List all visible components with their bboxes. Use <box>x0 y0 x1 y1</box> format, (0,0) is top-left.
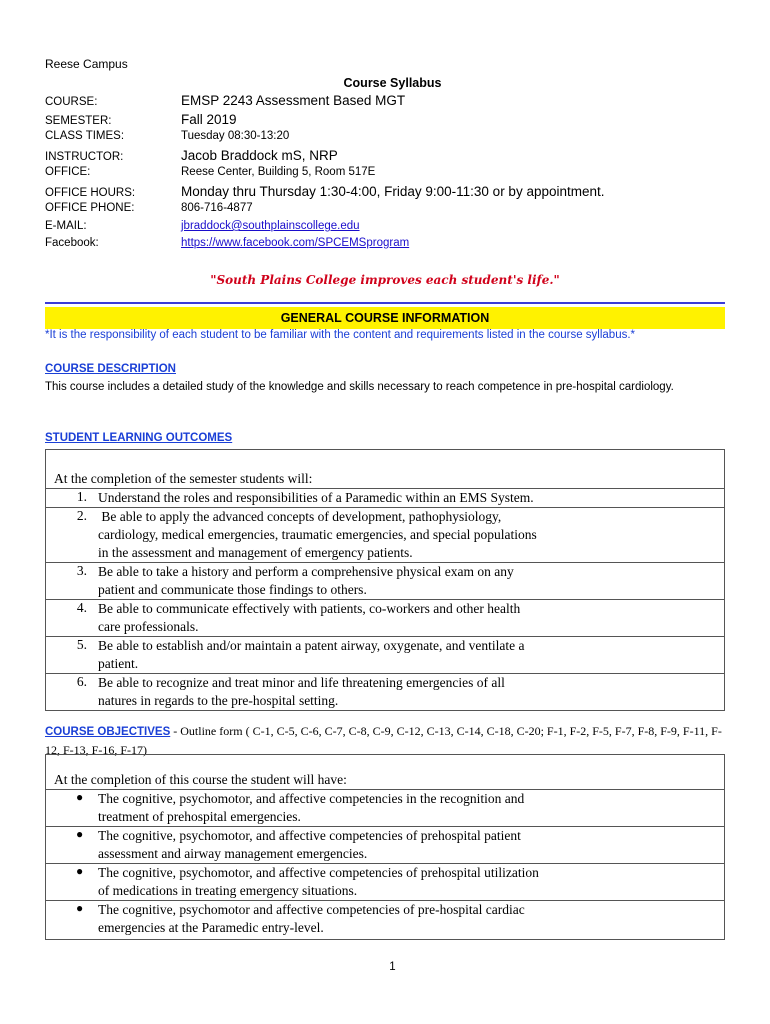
general-info-banner: GENERAL COURSE INFORMATION <box>45 307 725 329</box>
objective-line: The cognitive, psychomotor and affective competencies of pre-hospital cardiac <box>98 902 525 917</box>
campus-label: Reese Campus <box>45 57 128 71</box>
outcome-number: 2. <box>76 508 87 523</box>
bullet-icon: ● <box>76 790 84 804</box>
document-title: Course Syllabus <box>343 76 442 90</box>
outcome-line: patient and communicate those findings to others. <box>98 582 367 597</box>
objective-line: assessment and airway management emergencies. <box>98 846 368 861</box>
outcome-number: 3. <box>76 563 87 578</box>
info-value: Tuesday 08:30-13:20 <box>181 130 290 142</box>
outcome-line: Be able to apply the advanced concepts of development, pathophysiology, <box>98 509 502 524</box>
course-description-text: This course includes a detailed study of the knowledge and skills necessary to reach competence in pre-hospital cardiology. <box>45 381 674 393</box>
objective-line: emergencies at the Paramedic entry-level. <box>98 920 324 935</box>
info-value: Fall 2019 <box>181 112 237 127</box>
objective-line: of medications in treating emergency situations. <box>98 883 358 898</box>
info-label: OFFICE: <box>45 166 91 178</box>
objective-item <box>46 900 724 939</box>
email-link[interactable]: jbraddock@southplainscollege.edu <box>181 220 360 232</box>
outcomes-lead: At the completion of the semester students will: <box>54 471 313 486</box>
outcome-item <box>46 673 724 710</box>
outcome-line: in the assessment and management of emergency patients. <box>98 545 413 560</box>
learning-outcomes-heading: STUDENT LEARNING OUTCOMES <box>45 432 233 444</box>
outcome-number: 1. <box>76 489 87 504</box>
objective-item <box>46 789 724 826</box>
outcome-line: cardiology, medical emergencies, traumatic emergencies, and special populations <box>98 527 537 542</box>
info-value: Reese Center, Building 5, Room 517E <box>181 166 376 178</box>
page-number: 1 <box>389 961 396 973</box>
outcome-item <box>46 488 724 507</box>
info-value: Jacob Braddock mS, NRP <box>181 148 338 163</box>
info-label: INSTRUCTOR: <box>45 151 124 163</box>
info-row-instructor <box>45 148 745 166</box>
course-info-block <box>45 93 745 254</box>
bullet-icon: ● <box>76 901 84 915</box>
outcome-line: natures in regards to the pre-hospital setting. <box>98 693 339 708</box>
course-description-heading: COURSE DESCRIPTION <box>45 363 176 375</box>
info-row-class-times <box>45 130 745 148</box>
outcome-line: Be able to take a history and perform a comprehensive physical exam on any <box>98 564 514 579</box>
info-value: EMSP 2243 Assessment Based MGT <box>181 93 406 108</box>
divider-rule <box>45 302 725 304</box>
objective-line: treatment of prehospital emergencies. <box>98 809 301 824</box>
info-row-semester <box>45 112 745 130</box>
objective-item <box>46 863 724 900</box>
outcome-item <box>46 562 724 599</box>
outcome-number: 6. <box>76 674 87 689</box>
outcome-line: care professionals. <box>98 619 199 634</box>
info-label: OFFICE PHONE: <box>45 202 135 214</box>
info-row-email <box>45 220 745 237</box>
bullet-icon: ● <box>76 827 84 841</box>
outcome-line: patient. <box>98 656 139 671</box>
outcome-line: Be able to establish and/or maintain a patent airway, oxygenate, and ventilate a <box>98 638 525 653</box>
info-row-office-hours <box>45 184 745 202</box>
outcome-number: 5. <box>76 637 87 652</box>
bullet-icon: ● <box>76 864 84 878</box>
objective-line: The cognitive, psychomotor, and affective competencies of prehospital patient <box>98 828 521 843</box>
info-label: COURSE: <box>45 96 98 108</box>
info-row-office <box>45 166 745 184</box>
info-row-office-phone <box>45 202 745 220</box>
info-row-course <box>45 93 745 112</box>
outcome-item <box>46 636 724 673</box>
course-objectives-heading: COURSE OBJECTIVES <box>45 726 171 738</box>
objective-line: The cognitive, psychomotor, and affective competencies in the recognition and <box>98 791 525 806</box>
info-value: Monday thru Thursday 1:30-4:00, Friday 9:00-11:30 or by appointment. <box>181 184 605 199</box>
college-motto: "South Plains College improves each student's life." <box>210 273 560 287</box>
outcome-line: Understand the roles and responsibilities of a Paramedic within an EMS System. <box>98 490 534 505</box>
info-value: 806-716-4877 <box>181 202 253 214</box>
info-label: SEMESTER: <box>45 115 112 127</box>
objective-line: The cognitive, psychomotor, and affective competencies of prehospital utilization <box>98 865 539 880</box>
outcome-item <box>46 507 724 562</box>
info-label: CLASS TIMES: <box>45 130 125 142</box>
info-row-facebook <box>45 237 745 254</box>
learning-outcomes-table <box>45 449 725 711</box>
facebook-link[interactable]: https://www.facebook.com/SPCEMSprogram <box>181 237 410 249</box>
outcome-number: 4. <box>76 600 87 615</box>
course-objectives-table <box>45 754 725 940</box>
outcome-line: Be able to recognize and treat minor and life threatening emergencies of all <box>98 675 505 690</box>
outcome-line: Be able to communicate effectively with patients, co-workers and other health <box>98 601 521 616</box>
info-label: OFFICE HOURS: <box>45 187 136 199</box>
course-objectives-outline: - Outline form ( C-1, C-5, C-6, C-7, C-8, C-9, C-12, C-13, C-14, C-18, C-20; F-1, F-2, F-5, F-7, F-8, F-9, F-11, F-12, F-13, F-16, F-17) <box>45 724 722 757</box>
responsibility-note: *It is the responsibility of each student to be familiar with the content and requirements listed in the course syllabus.* <box>45 329 636 341</box>
objective-item <box>46 826 724 863</box>
info-label: E-MAIL: <box>45 220 87 232</box>
objectives-lead: At the completion of this course the student will have: <box>54 772 347 787</box>
outcome-item <box>46 599 724 636</box>
info-label: Facebook: <box>45 237 99 249</box>
